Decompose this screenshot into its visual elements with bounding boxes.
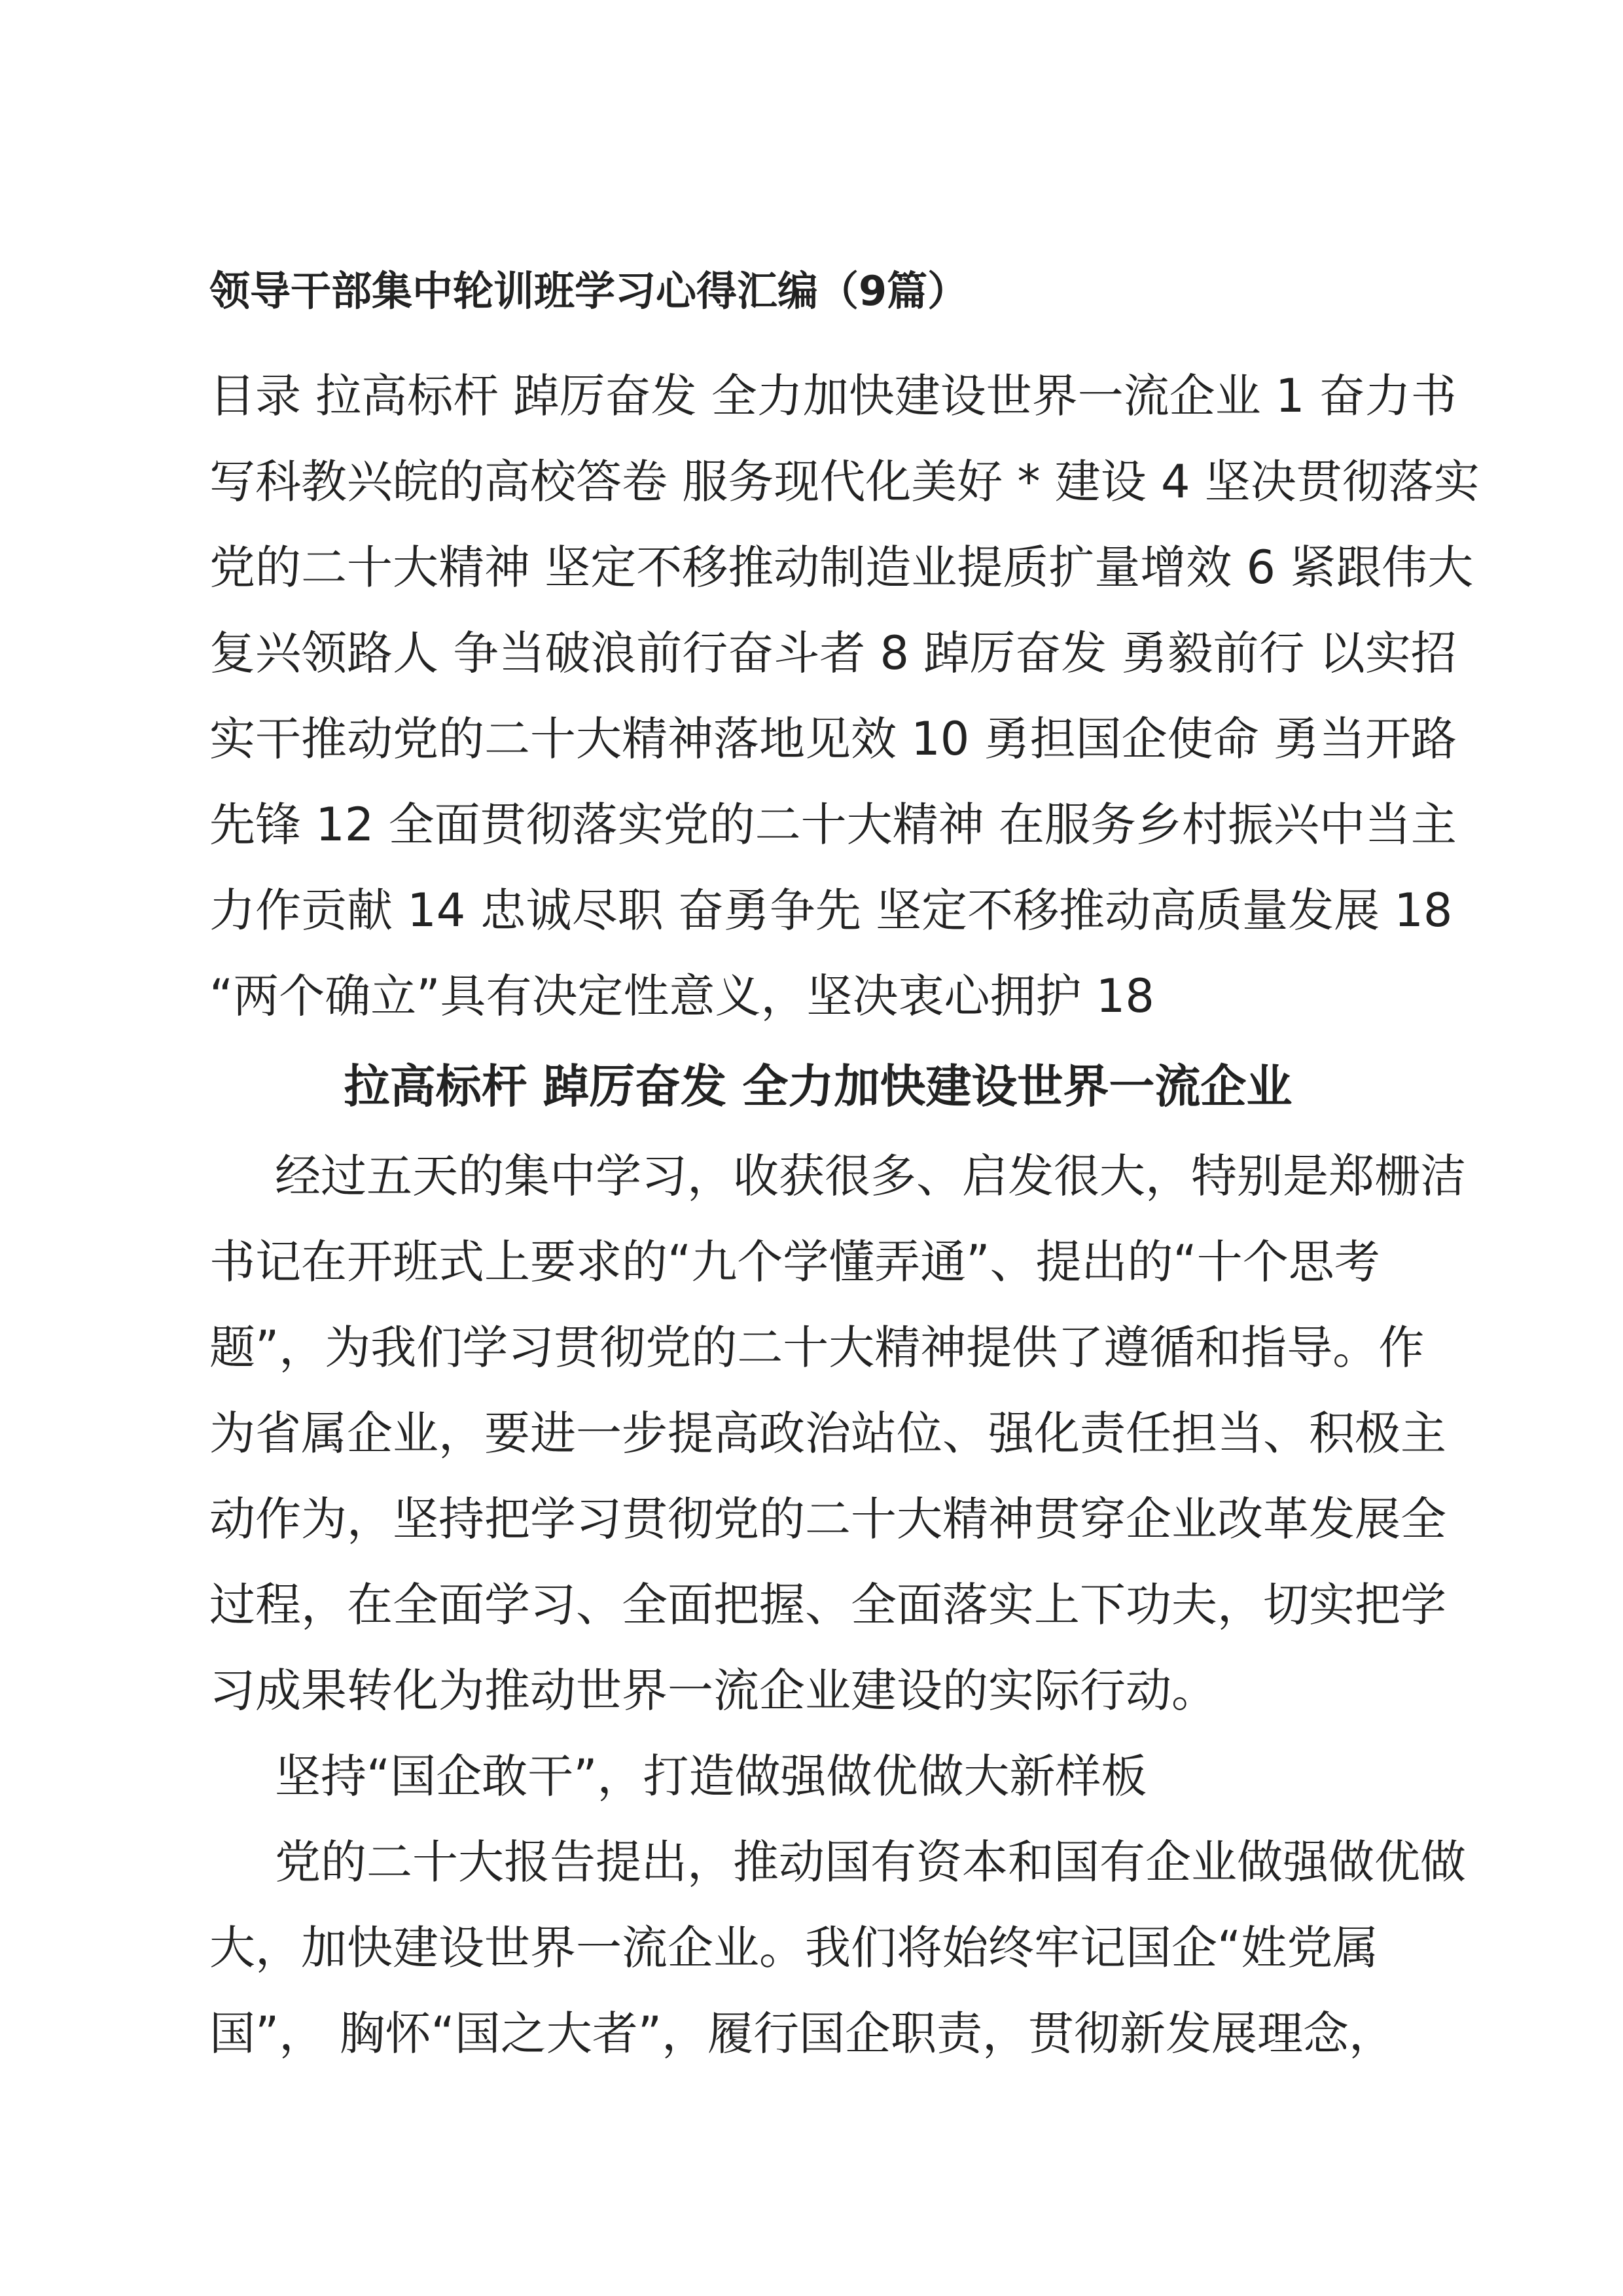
paragraph-line: 国”， 胸怀“国之大者”，履行国企职责，贯彻新发展理念， <box>209 2007 1395 2060</box>
body-text <box>209 1134 1466 2077</box>
paragraph-line: 过程，在全面学习、全面把握、全面落实上下功夫，切实把学 <box>209 1578 1446 1632</box>
toc-line: 复兴领路人 争当破浪前行奋斗者 8 踔厉奋发 勇毅前行 以实招 <box>209 626 1457 680</box>
toc-line: 党的二十大精神 坚定不移推动制造业提质扩量增效 6 紧跟伟大 <box>209 541 1474 594</box>
toc-line: 目录 拉高标杆 踔厉奋发 全力加快建设世界一流企业 1 奋力书 <box>209 369 1457 423</box>
table-of-contents <box>209 353 1480 1039</box>
paragraph-line: 党的二十大报告提出，推动国有资本和国有企业做强做优做 <box>275 1835 1466 1889</box>
paragraph-line: 书记在开班式上要求的“九个学懂弄通”、提出的“十个思考 <box>209 1235 1380 1289</box>
toc-line: 实干推动党的二十大精神落地见效 10 勇担国企使命 勇当开路 <box>209 712 1457 766</box>
toc-line: 力作贡献 14 忠诚尽职 奋勇争先 坚定不移推动高质量发展 18 <box>209 884 1453 937</box>
toc-line: 写科教兴皖的高校答卷 服务现代化美好 * 建设 4 坚决贯彻落实 <box>209 455 1480 509</box>
subheading-line: 坚持“国企敢干”，打造做强做优做大新样板 <box>275 1749 1147 1803</box>
toc-line: 先锋 12 全面贯彻落实党的二十大精神 在服务乡村振兴中当主 <box>209 798 1457 852</box>
paragraph-line: 习成果转化为推动世界一流企业建设的实际行动。 <box>209 1664 1217 1717</box>
document-title: 领导干部集中轮训班学习心得汇编（9篇） <box>209 267 969 315</box>
paragraph-line: 动作为，坚持把学习贯彻党的二十大精神贯穿企业改革发展全 <box>209 1492 1446 1546</box>
toc-line: “两个确立”具有决定性意义，坚决衷心拥护 18 <box>209 969 1154 1023</box>
paragraph-line: 经过五天的集中学习，收获很多、启发很大，特别是郑栅洁 <box>275 1149 1466 1203</box>
paragraph-line: 题”，为我们学习贯彻党的二十大精神提供了遵循和指导。作 <box>209 1321 1425 1374</box>
paragraph-line: 大，加快建设世界一流企业。我们将始终牢记国企“姓党属 <box>209 1921 1379 1975</box>
section-heading: 拉高标杆 踔厉奋发 全力加快建设世界一流企业 <box>344 1060 1293 1113</box>
paragraph-line: 为省属企业，要进一步提高政治站位、强化责任担当、积极主 <box>209 1407 1446 1460</box>
